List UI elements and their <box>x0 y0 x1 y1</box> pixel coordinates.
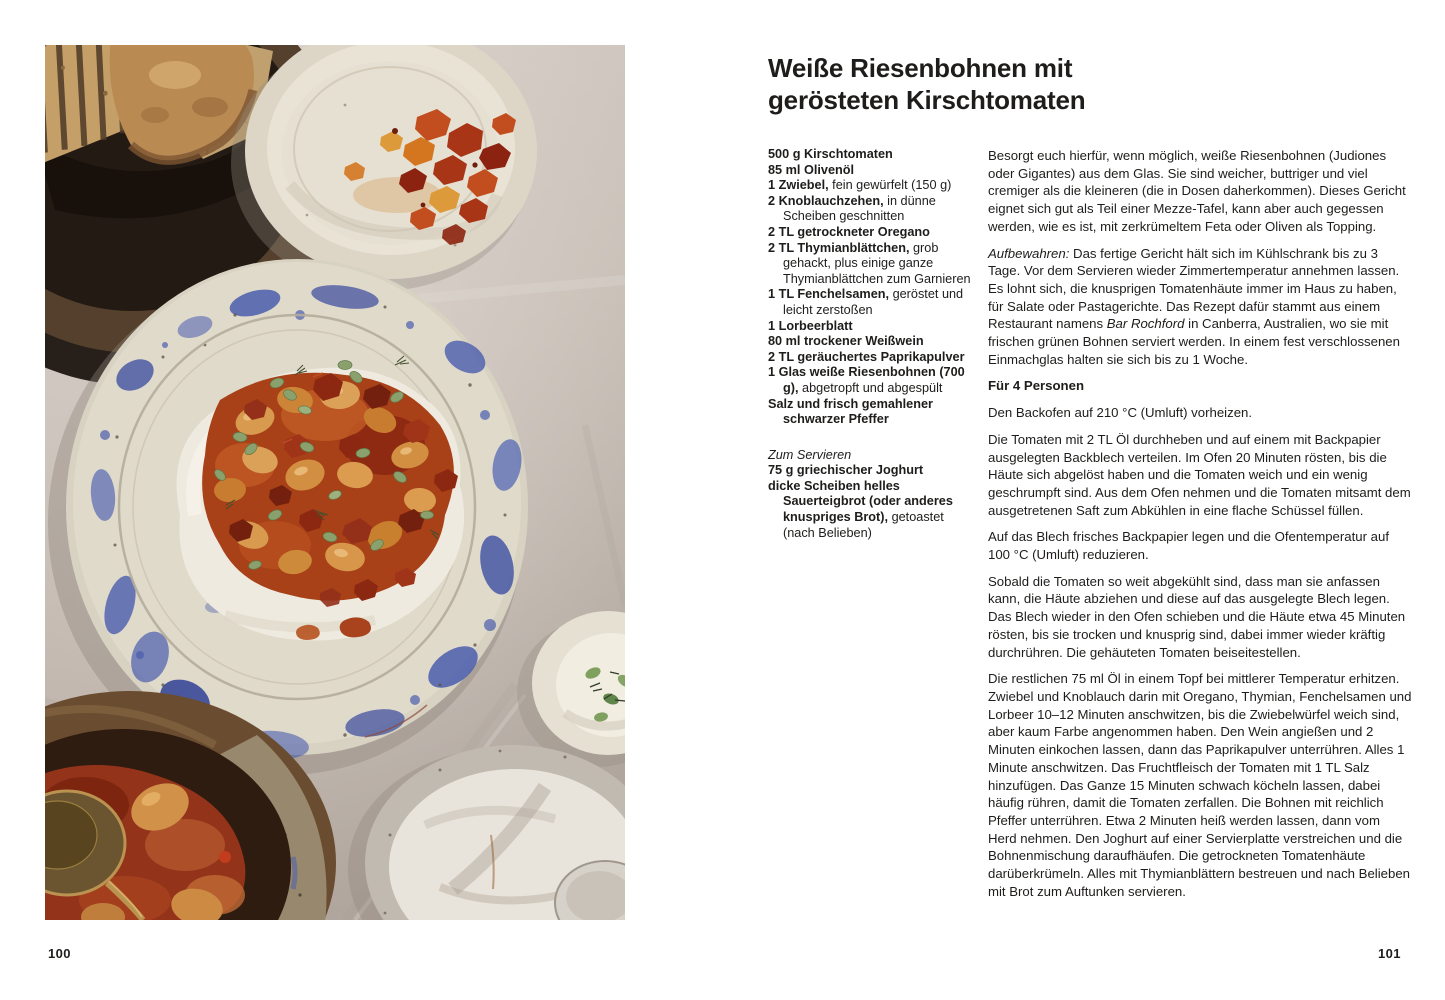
storage-paragraph <box>988 245 1412 369</box>
recipe-body <box>988 147 1412 909</box>
serving-amount: dicke Scheiben helles Sauerteigbrot (oder anderes knuspriges Brot), <box>768 478 953 525</box>
serving-note: getoastet (nach Belieben) <box>783 510 944 540</box>
ingredient-note: geröstet und leicht zerstoßen <box>783 287 964 317</box>
page-number-right: 101 <box>1378 946 1401 961</box>
step-paragraph: Die Tomaten mit 2 TL Öl durchheben und auf einem mit Backpapier ausgelegten Backblech verteilen. Im Ofen 20 Minuten rösten, bis die Häute sich abgelöst haben und die Tomaten weich und ein wenig geschrumpft sind. Aus dem Ofen nehmen und die Tomaten mitsamt dem ausgetretenen Saft zum Abkühlen in eine flache Schüssel füllen. <box>988 431 1411 518</box>
ingredient-amount: 1 TL Fenchelsamen, <box>768 287 890 302</box>
page-number-left: 100 <box>48 946 71 961</box>
serving-amount: 75 g griechischer Joghurt <box>768 463 924 478</box>
ingredient-note: in dünne Scheiben geschnitten <box>783 193 936 224</box>
ingredient-item <box>768 319 976 335</box>
recipe-title-line2: gerösteten Kirschtomaten <box>768 85 1086 115</box>
servings-heading: Für 4 Personen <box>988 378 1085 394</box>
ingredient-item <box>768 147 976 163</box>
ingredient-note: grob gehackt, plus einige ganze Thymianblättchen zum Garnieren <box>783 240 971 286</box>
step-paragraph: Den Backofen auf 210 °C (Umluft) vorheizen. <box>988 405 1253 421</box>
ingredient-item <box>768 178 976 194</box>
ingredient-amount: 2 Knoblauchzehen, <box>768 193 884 208</box>
ingredient-item <box>768 397 976 428</box>
ingredient-amount: 1 Lorbeerblatt <box>768 318 853 333</box>
ingredient-amount: 85 ml Olivenöl <box>768 162 855 177</box>
ingredient-item <box>768 241 976 288</box>
ingredient-note: fein gewürfelt (150 g) <box>828 178 952 193</box>
ingredient-item <box>768 334 976 350</box>
ingredient-amount: 2 TL getrockneter Oregano <box>768 224 930 239</box>
restaurant-name: Bar Rochford <box>1106 316 1185 332</box>
ingredient-amount: 80 ml trockener Weißwein <box>768 334 924 349</box>
ingredient-amount: 500 g Kirschtomaten <box>768 147 893 161</box>
step-paragraph: Auf das Blech frisches Backpapier legen und die Ofentemperatur auf 100 °C (Umluft) reduzieren. <box>988 529 1389 563</box>
ingredient-amount: 1 Zwiebel, <box>768 178 829 193</box>
step-paragraph: Die restlichen 75 ml Öl in einem Topf bei mittlerer Temperatur erhitzen. Zwiebel und Knoblauch darin mit Oregano, Thymian, Fenchelsamen und Lorbeer 10–12 Minuten anschwitzen, bis die Zwiebelwürfel weich sind, aber kaum Farbe angenommen haben. Den Wein angießen und 2 Minuten einkochen lassen, dann das Paprikapulver unterrühren. Alles 1 Minute anschwitzen. Das Fruchtfleisch der Tomaten mit 1 TL Salz hinzufügen. Das Ganze 15 Minuten schwach köcheln lassen, dabei häufig rühren, damit die Tomaten zerfallen. Die Bohnen mit reichlich Pfeffer unterrühren. Etwa 2 Minuten heiß werden lassen, dann vom Herd nehmen. Den Joghurt auf einer Servierplatte verstreichen und die Bohnenmischung daraufhäufen. Die getrockneten Tomatenhäute darüberkrümeln. Alles mit Thymianblättern bestreuen und nach Belieben mit Brot zum Auftunken servieren. <box>988 671 1412 899</box>
serving-heading: Zum Servieren <box>768 447 852 462</box>
recipe-photo <box>45 45 625 920</box>
storage-text: Das fertige Gericht hält sich im Kühlschrank bis zu 3 Tage. Vor dem Servieren wieder Zimmertemperatur annehmen lassen. Es lohnt sich, die knusprigen Tomatenhäute immer im Haus zu haben, für Salate oder Pastagerichte. Das Rezept dafür stammt aus einem Restaurant namens <box>988 245 1400 332</box>
ingredient-item <box>768 350 976 366</box>
ingredient-item <box>768 287 976 318</box>
ingredient-item <box>768 225 976 241</box>
ingredient-amount: 1 Glas weiße Riesenbohnen (700 g), <box>768 365 965 395</box>
intro-paragraph: Besorgt euch hierfür, wenn möglich, weiße Riesenbohnen (Judiones oder Gigantes) aus dem Glas. Sie sind weicher, buttriger und viel cremiger als die kleineren (die in Dosen daherkommen). Dieses Gericht eignet sich gut als Teil einer Mezze-Tafel, kann aber auch gegessen werden, wie es ist, mit zerkrümeltem Feta oder Oliven als Topping. <box>988 148 1406 234</box>
serving-item <box>768 479 976 541</box>
ingredient-item <box>768 163 976 179</box>
recipe-title <box>768 52 1413 116</box>
ingredient-item <box>768 194 976 225</box>
ingredient-amount: Salz und frisch gemahlener schwarzer Pfeffer <box>768 396 933 427</box>
step-paragraph: Sobald die Tomaten so weit abgekühlt sind, dass man sie anfassen kann, die Häute abziehen und diese auf das ausgelegte Blech legen. Das Blech wieder in den Ofen schieben und die Häute etwa 45 Minuten rösten, bis sie trocken und knusprig sind, dabei immer wieder kräftig durchrühren. Die gehäuteten Tomaten beiseitestellen. <box>988 573 1406 660</box>
serving-item <box>768 463 976 479</box>
recipe-title-line1: Weiße Riesenbohnen mit <box>768 53 1073 83</box>
ingredient-amount: 2 TL geräuchertes Paprikapulver <box>768 349 965 364</box>
storage-lead: Aufbewahren: <box>988 245 1070 261</box>
recipe-photo-illustration <box>45 45 625 920</box>
ingredient-item <box>768 365 976 396</box>
ingredient-list <box>768 147 976 541</box>
storage-text-end: in Canberra, Australien, wo sie mit frischen grünen Bohnen serviert werden. In einem fest verschlossenen Einmachglas halten sie sich bis zu 1 Woche. <box>988 316 1400 367</box>
ingredient-note: abgetropft und abgespült <box>798 380 943 395</box>
ingredient-amount: 2 TL Thymianblättchen, <box>768 240 910 255</box>
